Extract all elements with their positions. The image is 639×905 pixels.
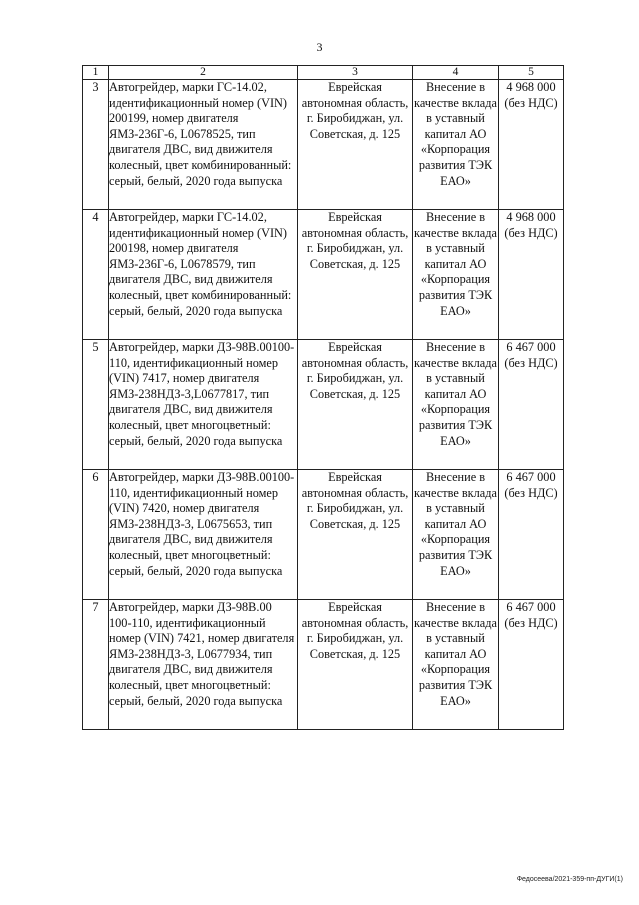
row-value: 6 467 000 (без НДС) — [499, 470, 564, 600]
header-col-1: 1 — [83, 66, 109, 80]
table-row — [83, 80, 564, 210]
row-purpose: Внесение в качестве вклада в уставный капитал АО «Корпорация развития ТЭК ЕАО» — [413, 600, 499, 730]
header-col-2: 2 — [109, 66, 298, 80]
header-row — [83, 66, 564, 80]
row-location: Еврейская автономная область, г. Биробиджан, ул. Советская, д. 125 — [298, 470, 413, 600]
header-col-3: 3 — [298, 66, 413, 80]
row-value: 4 968 000 (без НДС) — [499, 80, 564, 210]
row-location: Еврейская автономная область, г. Биробиджан, ул. Советская, д. 125 — [298, 80, 413, 210]
row-description: Автогрейдер, марки ДЗ-98В.00100-110, идентификационный номер (VIN) 7417, номер двигателя ЯМЗ-238НДЗ-3,L0677817, тип двигателя ДВС, вид движителя колесный, цвет многоцветный: серый, белый, 2020 года выпуска — [109, 340, 298, 470]
row-description: Автогрейдер, марки ДЗ-98В.00100-110, идентификационный номер (VIN) 7420, номер двигателя ЯМЗ-238НДЗ-3, L0675653, тип двигателя ДВС, вид движителя колесный, цвет многоцветный: серый, белый, 2020 года выпуска — [109, 470, 298, 600]
row-number: 7 — [83, 600, 109, 730]
row-location: Еврейская автономная область, г. Биробиджан, ул. Советская, д. 125 — [298, 210, 413, 340]
row-number: 4 — [83, 210, 109, 340]
table-row — [83, 210, 564, 340]
row-purpose: Внесение в качестве вклада в уставный капитал АО «Корпорация развития ТЭК ЕАО» — [413, 80, 499, 210]
row-number: 6 — [83, 470, 109, 600]
table-row — [83, 340, 564, 470]
property-table — [82, 65, 564, 730]
page-number: 3 — [316, 40, 323, 54]
row-number: 3 — [83, 80, 109, 210]
row-description: Автогрейдер, марки ДЗ-98В.00 100-110, идентификационный номер (VIN) 7421, номер двигателя ЯМЗ-238НДЗ-3, L0677934, тип двигателя ДВС, вид движителя колесный, цвет многоцветный: серый, белый, 2020 года выпуска — [109, 600, 298, 730]
row-description: Автогрейдер, марки ГС-14.02, идентификационный номер (VIN) 200199, номер двигателя ЯМЗ-236Г-6, L0678525, тип двигателя ДВС, вид движителя колесный, цвет комбинированный: серый, белый, 2020 года выпуска — [109, 80, 298, 210]
row-purpose: Внесение в качестве вклада в уставный капитал АО «Корпорация развития ТЭК ЕАО» — [413, 470, 499, 600]
row-description: Автогрейдер, марки ГС-14.02, идентификационный номер (VIN) 200198, номер двигателя ЯМЗ-236Г-6, L0678579, тип двигателя ДВС, вид движителя колесный, цвет комбинированный: серый, белый, 2020 года выпуска — [109, 210, 298, 340]
row-purpose: Внесение в качестве вклада в уставный капитал АО «Корпорация развития ТЭК ЕАО» — [413, 340, 499, 470]
document-footer-id: Федосеева/2021-359-пп-ДУГИ(1) — [516, 876, 623, 883]
row-value: 6 467 000 (без НДС) — [499, 340, 564, 470]
row-location: Еврейская автономная область, г. Биробиджан, ул. Советская, д. 125 — [298, 600, 413, 730]
table-row — [83, 470, 564, 600]
header-col-5: 5 — [499, 66, 564, 80]
table-row — [83, 600, 564, 730]
row-value: 4 968 000 (без НДС) — [499, 210, 564, 340]
row-purpose: Внесение в качестве вклада в уставный капитал АО «Корпорация развития ТЭК ЕАО» — [413, 210, 499, 340]
row-value: 6 467 000 (без НДС) — [499, 600, 564, 730]
header-col-4: 4 — [413, 66, 499, 80]
row-location: Еврейская автономная область, г. Биробиджан, ул. Советская, д. 125 — [298, 340, 413, 470]
row-number: 5 — [83, 340, 109, 470]
